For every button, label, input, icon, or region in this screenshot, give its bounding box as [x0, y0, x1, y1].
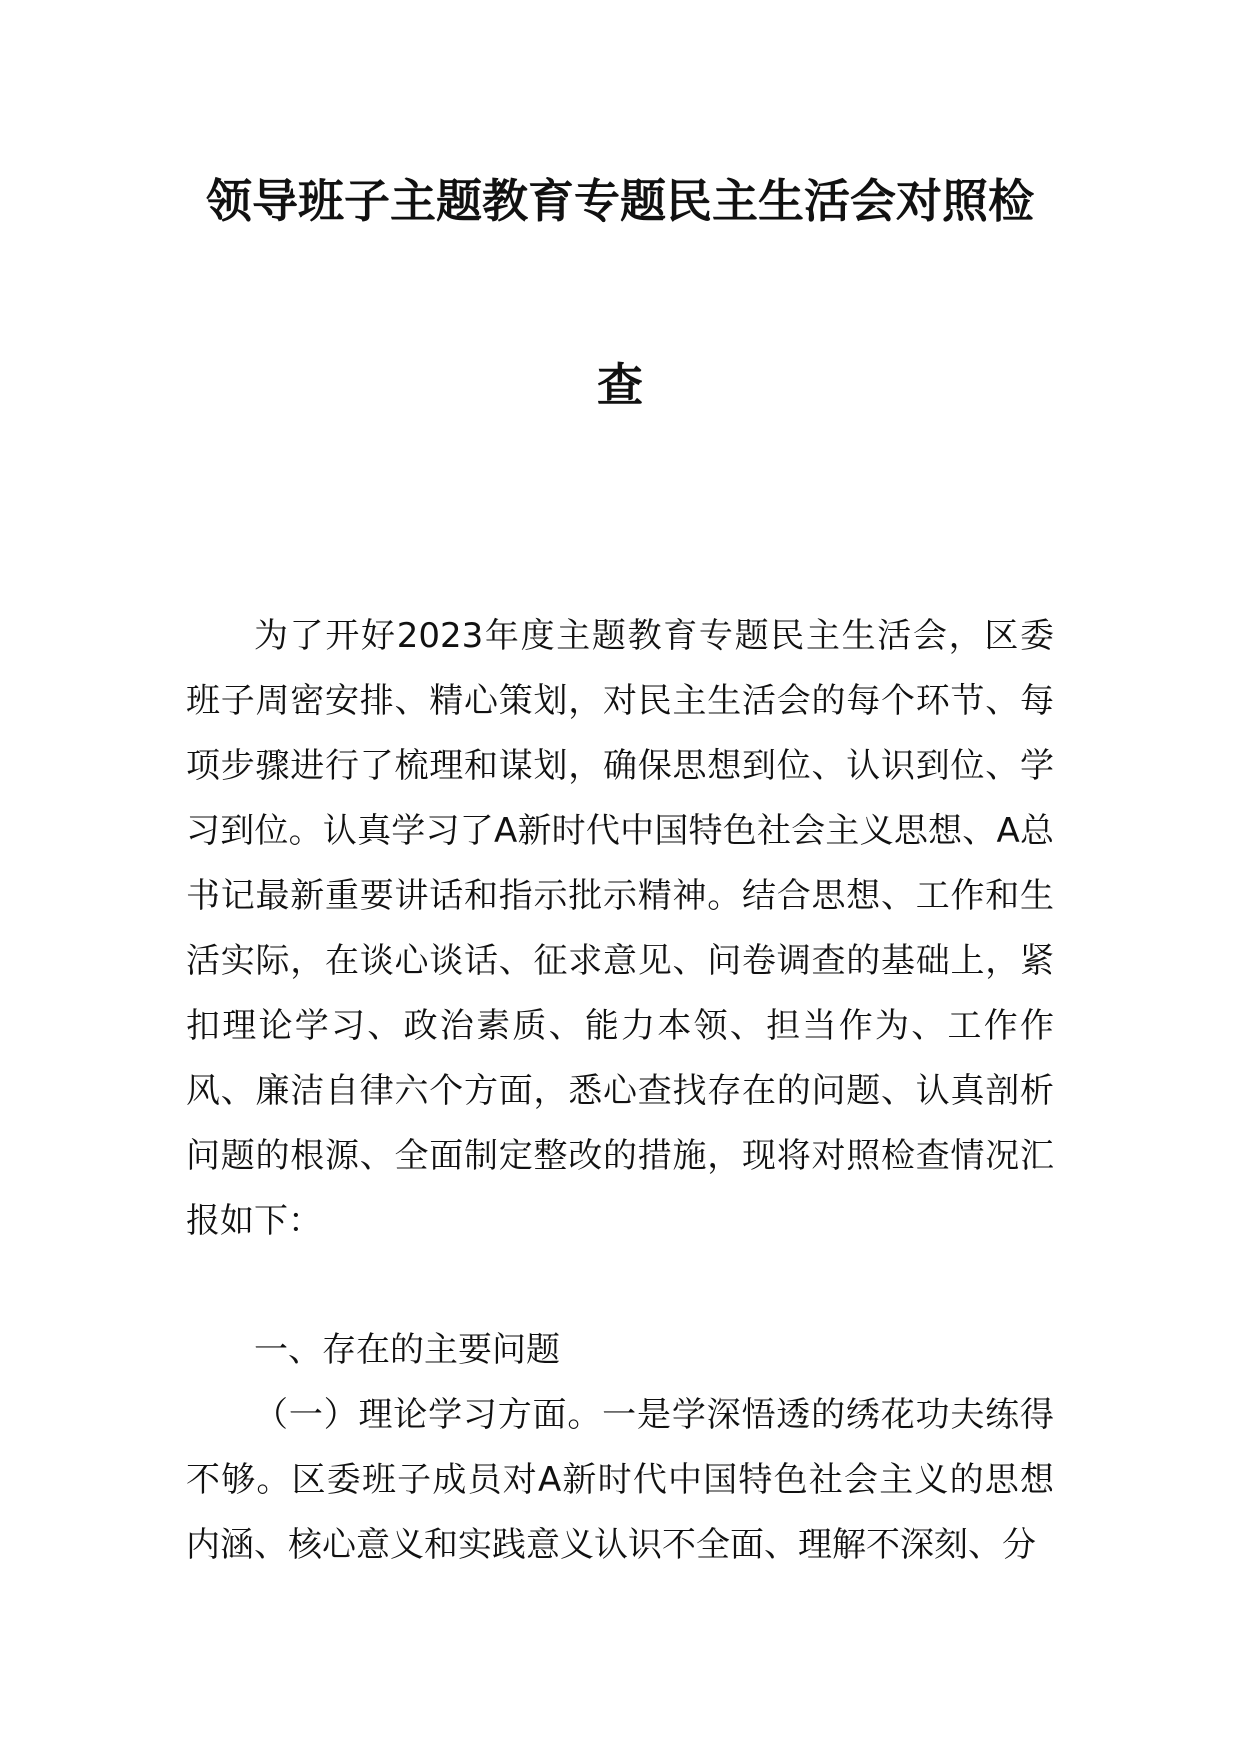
document-title-line-1: 领导班子主题教育专题民主生活会对照检: [206, 174, 1034, 228]
section-heading: 一、存在的主要问题: [254, 1330, 560, 1370]
document-title-line-2: 查: [597, 358, 643, 412]
intro-paragraph: 为了开好2023年度主题教育专题民主生活会，区委班子周密安排、精心策划，对民主生活会的每个环节、每项步骤进行了梳理和谋划，确保思想到位、认识到位、学习到位。认真学习了A新时代中国特色社会主义思想、A总书记最新重要讲话和指示批示精神。结合思想、工作和生活实际，在谈心谈话、征求意见、问卷调查的基础上，紧扣理论学习、政治素质、能力本领、担当作为、工作作风、廉洁自律六个方面，悉心查找存在的问题、认真剖析问题的根源、全面制定整改的措施，现将对照检查情况汇报如下：: [186, 616, 1054, 1241]
section-paragraph: （一）理论学习方面。一是学深悟透的绣花功夫练得不够。区委班子成员对A新时代中国特色社会主义的思想内涵、核心意义和实践意义认识不全面、理解不深刻、分: [186, 1395, 1054, 1565]
